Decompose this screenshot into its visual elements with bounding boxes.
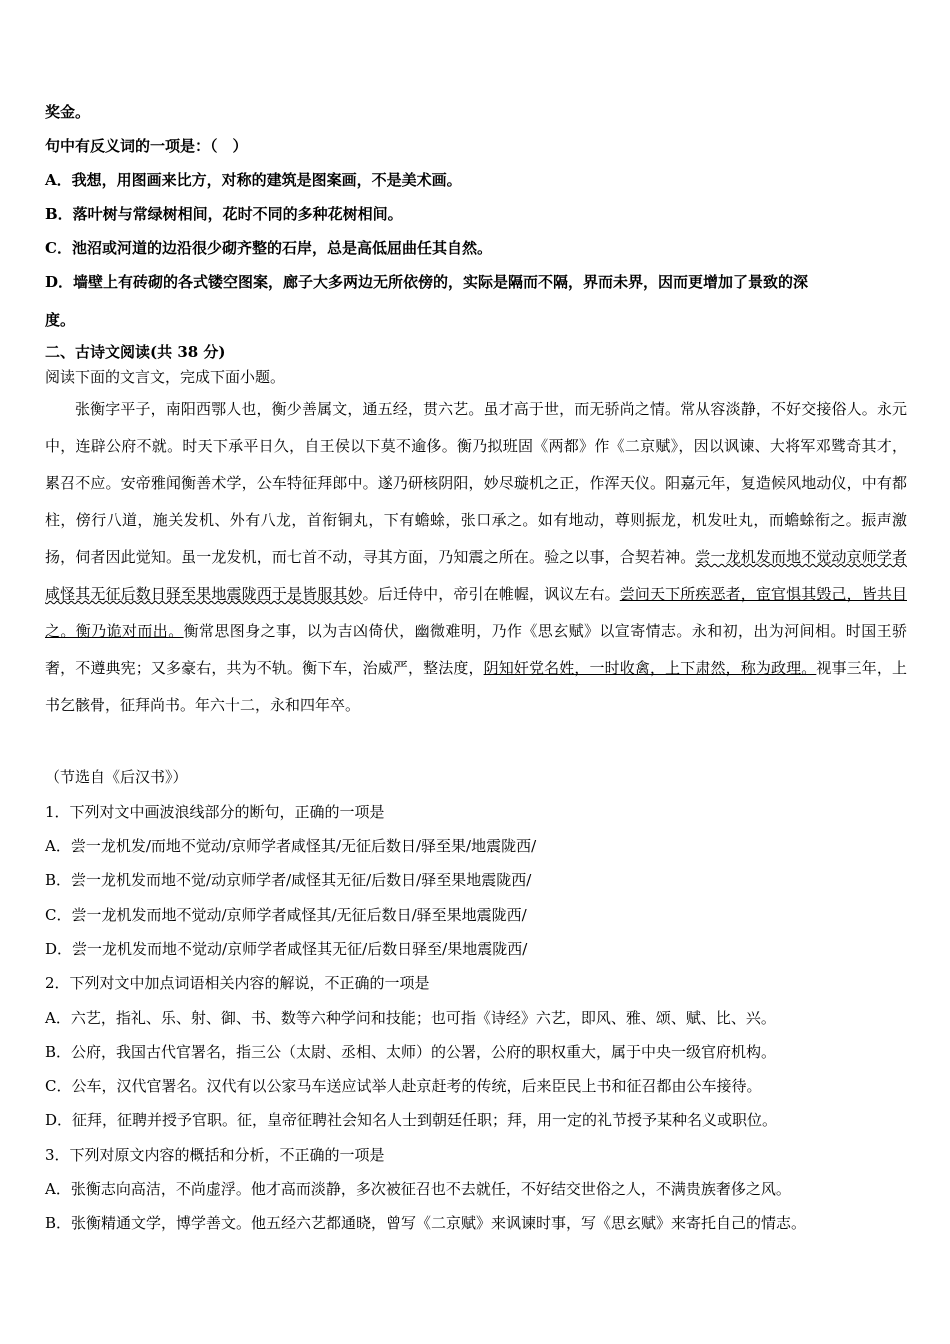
question-3-option-a: A．张衡志向高洁，不尚虚浮。他才高而淡静，多次被征召也不去就任，不好结交世俗之人，不满贵族奢侈之风。 [45, 1180, 791, 1198]
wavy-underlined-sentence: 尝一龙机发而地不觉动京师学者咸怪其无征后数日驿至果地震陇西于是皆服其妙 [45, 548, 907, 603]
antonym-question-stem: 句中有反义词的一项是：（ ） [45, 137, 248, 155]
question-2-stem: 2．下列对文中加点词语相关内容的解说，不正确的一项是 [45, 974, 430, 992]
section-instruction: 阅读下面的文言文，完成下面小题。 [45, 368, 286, 386]
passage-source: （节选自《后汉书》） [45, 768, 188, 786]
previous-answer-tail: 奖金。 [45, 103, 91, 121]
classical-passage [45, 391, 907, 724]
section-heading: 二、古诗文阅读(共 38 分) [45, 343, 226, 361]
underlined-sentence-2: 阴知奸党名姓，一时收禽，上下肃然，称为政理。 [483, 659, 817, 677]
question-1-option-a: A．尝一龙机发/而地不觉动/京师学者咸怪其/无征后数日/驿至果/地震陇西/ [45, 837, 537, 855]
underlined-sentence-1: 尝问天下所疾恶者，宦官惧其毁己，皆共目之。衡乃诡对而出。 [45, 585, 907, 640]
antonym-option-a: A．我想，用图画来比方，对称的建筑是图案画，不是美术画。 [45, 171, 462, 189]
antonym-option-d: D．墙壁上有砖砌的各式镂空图案，廊子大多两边无所依傍的，实际是隔而不隔，界而未界，因而更增加了景致的深 [45, 273, 809, 291]
passage-text-2: 。后迁侍中，帝引在帷幄，讽议左右。 [362, 585, 620, 603]
question-3-stem: 3．下列对原文内容的概括和分析，不正确的一项是 [45, 1146, 385, 1164]
question-3-option-b: B．张衡精通文学，博学善文。他五经六艺都通晓，曾写《二京赋》来讽谏时事，写《思玄赋》来寄托自己的情志。 [45, 1214, 807, 1232]
passage-text-4: 视事三年，上书乞骸骨，征拜尚书。年六十二，永和四年卒。 [45, 659, 907, 714]
passage-text-1: 张衡字平子，南阳西鄂人也，衡少善属文，通五经，贯六艺。虽才高于世，而无骄尚之情。常从容淡静，不好交接俗人。永元中，连辟公府不就。时天下承平日久，自王侯以下莫不逾侈。衡乃拟班固《两都》作《二京赋》，因以讽谏、大将军邓骘奇其才，累召不应。安帝雅闻衡善术学，公车特征拜郎中。遂乃研核阴阳，妙尽璇机之正，作浑天仪。阳嘉元年，复造候风地动仪，中有都柱，傍行八道，施关发机、外有八龙，首衔铜丸，下有蟾蜍，张口承之。如有地动，尊则振龙，机发吐丸，而蟾蜍衔之。振声激扬，伺者因此觉知。虽一龙发机，而七首不动，寻其方面，乃知震之所在。验之以事，合契若神。 [45, 400, 907, 566]
question-2-option-c: C．公车，汉代官署名。汉代有以公家马车送应试举人赴京赶考的传统，后来臣民上书和征召都由公车接待。 [45, 1077, 762, 1095]
question-1-stem: 1．下列对文中画波浪线部分的断句，正确的一项是 [45, 803, 385, 821]
passage-text-3: 衡常思图身之事，以为吉凶倚伏，幽微难明，乃作《思玄赋》以宣寄情志。永和初，出为河间相。时国王骄奢，不遵典宪；又多豪右，共为不轨。衡下车，治威严，整法度， [45, 622, 907, 677]
antonym-option-c: C．池沼或河道的边沿很少砌齐整的石岸，总是高低屈曲任其自然。 [45, 239, 492, 257]
antonym-option-b: B．落叶树与常绿树相间，花时不同的多种花树相间。 [45, 205, 403, 223]
question-1-option-c: C．尝一龙机发而地不觉动/京师学者咸怪其/无征后数日/驿至果地震陇西/ [45, 906, 527, 924]
question-2-option-b: B．公府，我国古代官署名，指三公（太尉、丞相、太师）的公署，公府的职权重大，属于中央一级官府机构。 [45, 1043, 777, 1061]
antonym-option-d-continued: 度。 [45, 311, 76, 329]
question-1-option-d: D．尝一龙机发而地不觉动/京师学者咸怪其无征/后数日驿至/果地震陇西/ [45, 940, 528, 958]
question-2-option-a: A．六艺，指礼、乐、射、御、书、数等六种学问和技能；也可指《诗经》六艺，即风、雅、颂、赋、比、兴。 [45, 1009, 776, 1027]
question-1-option-b: B．尝一龙机发而地不觉/动京师学者/咸怪其无征/后数日/驿至果地震陇西/ [45, 871, 532, 889]
question-2-option-d: D．征拜，征聘并授予官职。征，皇帝征聘社会知名人士到朝廷任职；拜，用一定的礼节授予某种名义或职位。 [45, 1111, 778, 1129]
